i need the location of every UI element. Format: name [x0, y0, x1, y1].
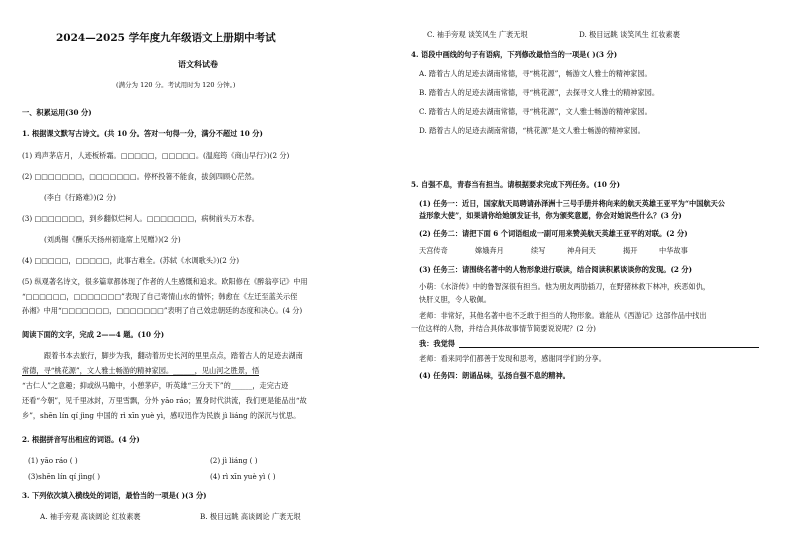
section-heading: 一、积累运用(30 分): [22, 108, 92, 117]
question-1-1: (1) 鸡声茅店月，人迹板桥霜。□□□□□，□□□□□。(温庭筠《商山早行》)(2 分): [22, 151, 290, 160]
word-2: 嫦娥奔月: [475, 246, 504, 255]
question-1-5-line3: 孙湘》中用“□□□□□□□，□□□□□□□”表明了自己效忠朝廷的态度和决心。(4 分): [22, 306, 303, 315]
dialogue-line-5: 老师：看来同学们都善于发现和思考，感谢同学们的分享。: [419, 354, 606, 363]
question-2-d: (4) rì xīn yuè yì ( ): [210, 472, 276, 481]
question-2-c: (3)shēn lín qí jìng( ): [28, 472, 101, 481]
task-1-line2: 益形象大使”，如果请你给她颁发证书，你为颁奖意愿，你会对她说些什么？(3 分): [419, 211, 682, 220]
reading-intro: 阅读下面的文字，完成 2——4 题。(10 分): [22, 330, 165, 339]
passage-line-4: 还看“今朝”，见千里冰封，万里雪飘，分外 yāo ráo；置身时代洪流，我们更是能品出“故: [22, 396, 307, 405]
word-4: 神舟问天: [567, 246, 596, 255]
question-1-5-line2: “□□□□□□，□□□□□□□”表现了自己寄情山水的情怀；韩愈在《左迁至蓝关示侄: [22, 292, 298, 301]
passage-line-5: 乡”，shēn lín qí jìng 中国的 rì xīn yuè yì，感叹迅作为民族 jì liáng 的深沉与忧思。: [22, 411, 301, 420]
exam-note: (满分为 120 分。考试用时为 120 分钟。): [116, 81, 236, 89]
underlined-sentence: 常德，寻“桃花源”，文人雅士畅游的精神家园。______，见山河之胜景，悟: [22, 366, 260, 375]
question-4-option-c: C. 踏着古人的足迹去湖南常德，寻“桃花源”，文人雅士畅游的精神家园。: [419, 107, 652, 116]
question-3-option-c: C. 袖手旁观 谈笑风生 广袤无垠: [427, 30, 528, 39]
dialogue-line-3: 老师：非常好，其他名著中也不乏敢于担当的人物形象。谁能从《西游记》这部作品中找出: [419, 311, 707, 320]
word-5: 揭开: [623, 246, 638, 255]
question-1-5-line1: (5) 纵观著名诗文，很多篇章都体现了作者的人生感慨和追求。欧阳修在《醉翁亭记》中用: [22, 277, 308, 286]
task-4: (4) 任务四：朗诵品味，弘扬自强不息的精神。: [419, 371, 570, 380]
exam-subtitle: 语文科试卷: [178, 59, 218, 69]
question-4-option-a: A. 踏着古人的足迹去湖南常德，寻“桃花源”，畅游文人雅士的精神家园。: [419, 69, 652, 78]
word-1: 天宫传奇: [419, 246, 448, 255]
passage-line-3: “古仁人”之意趣；抑或纵马瞻中，小憩茅庐，听英雄“三分天下”的______，走完古迹: [22, 381, 289, 390]
word-3: 续写: [531, 246, 546, 255]
passage-line-2: [22, 366, 259, 376]
exam-title: 2024—2025 学年度九年级语文上册期中考试: [56, 32, 276, 44]
question-1-intro: 1. 根据课文默写古诗文。(共 10 分。答对一句得一分，满分不超过 10 分): [22, 129, 263, 138]
question-3-option-d: D. 极目远眺 谈笑风生 红妆素裹: [579, 30, 680, 39]
right-column: [397, 0, 794, 550]
question-3-option-b: B. 极目远眺 高谈阔论 广袤无垠: [200, 512, 301, 521]
task-2: (2) 任务二：请把下面 6 个词语组成一副可用来赞美航天英雄王亚平的对联。(2 分): [419, 229, 688, 238]
question-1-3-source: (刘禹锡《酬乐天扬州初逢席上见赠》)(2 分): [44, 235, 181, 244]
question-1-2: (2) □□□□□□□，□□□□□□□。停杯投箸不能食，拔剑四顾心茫然。: [22, 172, 259, 181]
dialogue-line-1: 小萌：《水浒传》中的鲁智深很有担当。他为朋友两肋插刀，在野猪林救下林冲，疾恶如仇，: [419, 282, 711, 291]
question-3: 3. 下列依次填入横线处的词语，最恰当的一项是( )(3 分): [22, 491, 207, 500]
my-answer-label: 我：我觉得: [419, 339, 455, 348]
task-3: (3) 任务三：请围绕名著中的人物形象进行联读，结合阅读积累谈谈你的发现。(2 分): [419, 265, 692, 274]
question-4-option-b: B. 踏着古人的足迹去湖南常德，寻“桃花源”，去探寻文人雅士的精神家园。: [419, 88, 660, 97]
question-4-option-d: D. 踏着古人的足迹去湖南常德，“桃花源”是文人雅士畅游的精神家园。: [419, 126, 645, 135]
dialogue-line-2: 快肝义胆，令人敬佩。: [419, 295, 491, 304]
question-2-b: (2) jì liáng ( ): [210, 456, 258, 465]
question-1-2-source: (李白《行路难》)(2 分): [44, 193, 116, 202]
dialogue-line-4: 一位这样的人物，并结合具体故事情节简要说说呢？(2 分): [411, 324, 596, 333]
question-4: 4. 语段中画线的句子有语病，下列修改最恰当的一项是( )(3 分): [411, 50, 618, 59]
task-1-line1: (1) 任务一：近日，国家航天局聘请孙泽洲十三号手册并将向来的航天英雄王亚平为“中国航天公: [419, 199, 725, 208]
answer-line[interactable]: [459, 347, 759, 348]
question-3-option-a: A. 袖手旁观 高谈阔论 红妆素裹: [40, 512, 141, 521]
passage-line-1: 跟着书本去旅行，脚步为我，翻动着历史长河的里里点点，踏着古人的足迹去湖南: [44, 351, 303, 360]
question-5: 5. 自强不息，青春当有担当。请根据要求完成下列任务。(10 分): [411, 180, 621, 189]
question-1-4: (4) □□□□□，□□□□□，此事古难全。(苏轼《水调歌头》)(2 分): [22, 256, 240, 265]
question-2-a: (1) yāo ráo ( ): [28, 456, 78, 465]
question-1-3: (3) □□□□□□□，到乡翻似烂柯人。□□□□□□□，病树前头万木春。: [22, 214, 259, 223]
question-2: 2. 根据拼音写出相应的词语。(4 分): [22, 435, 140, 444]
word-6: 中华故事: [659, 246, 688, 255]
